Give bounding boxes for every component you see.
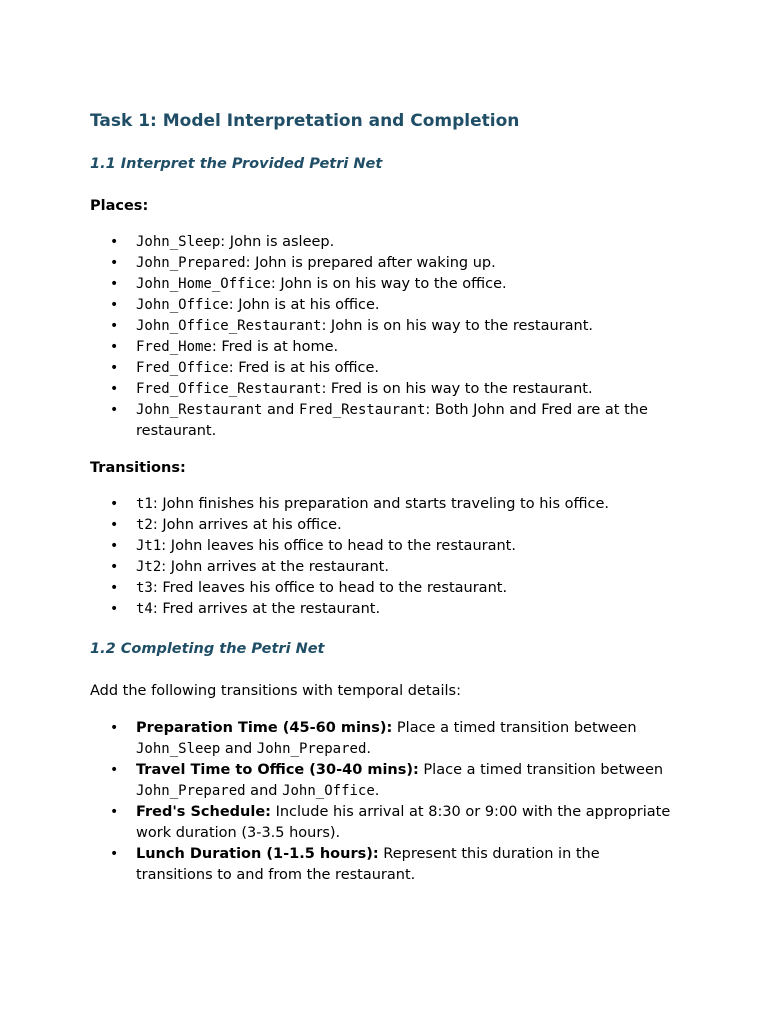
transitions-label: Transitions: bbox=[90, 460, 186, 476]
list-item bbox=[90, 253, 680, 274]
transition-description: : John finishes his preparation and starts traveling to his office. bbox=[152, 496, 610, 512]
list-item bbox=[90, 358, 680, 379]
list-item bbox=[90, 494, 680, 515]
places-list bbox=[90, 232, 680, 442]
place-code: John_Office bbox=[136, 297, 229, 313]
bullet-icon: • bbox=[110, 762, 119, 778]
item-text-end: . bbox=[366, 741, 371, 757]
place-description: : Fred is at home. bbox=[211, 339, 339, 355]
bullet-icon: • bbox=[110, 496, 119, 512]
document-page bbox=[90, 110, 680, 886]
bullet-icon: • bbox=[110, 846, 119, 862]
bullet-icon: • bbox=[110, 402, 119, 418]
bullet-icon: • bbox=[110, 381, 119, 397]
place-description: : John is at his office. bbox=[228, 297, 380, 313]
place-description: : John is asleep. bbox=[220, 234, 335, 250]
place-description: : Both John and Fred are at the restaurant. bbox=[136, 402, 648, 439]
transitions-list bbox=[90, 494, 680, 620]
list-item bbox=[90, 844, 680, 886]
bullet-icon: • bbox=[110, 720, 119, 736]
section-heading-completing: 1.2 Completing the Petri Net bbox=[90, 641, 325, 657]
bullet-icon: • bbox=[110, 559, 119, 575]
connector-text: and bbox=[220, 741, 257, 757]
place-code: John_Office_Restaurant bbox=[136, 318, 322, 334]
list-item bbox=[90, 400, 680, 442]
transition-description: : John leaves his office to head to the restaurant. bbox=[161, 538, 516, 554]
item-text: Represent this duration in the transitions to and from the restaurant. bbox=[136, 846, 600, 883]
place-code: Fred_Home bbox=[136, 339, 212, 355]
bullet-icon: • bbox=[110, 804, 119, 820]
list-item bbox=[90, 536, 680, 557]
transition-description: : John arrives at his office. bbox=[152, 517, 342, 533]
bullet-icon: • bbox=[110, 297, 119, 313]
place-description: : John is on his way to the office. bbox=[270, 276, 507, 292]
place-description: : John is prepared after waking up. bbox=[245, 255, 496, 271]
item-heading: Travel Time to Office (30-40 mins): bbox=[136, 762, 419, 778]
bullet-icon: • bbox=[110, 580, 119, 596]
bullet-icon: • bbox=[110, 339, 119, 355]
item-text-end: . bbox=[374, 783, 380, 799]
list-item bbox=[90, 274, 680, 295]
item-text: Include his arrival at 8:30 or 9:00 with the appropriate work duration (3-3.5 hours). bbox=[136, 804, 671, 841]
place-code: John_Prepared bbox=[136, 783, 246, 799]
list-item bbox=[90, 557, 680, 578]
bullet-icon: • bbox=[110, 360, 119, 376]
item-heading: Fred's Schedule: bbox=[136, 804, 271, 820]
section-intro: Add the following transitions with temporal details: bbox=[90, 683, 461, 699]
transition-code: t2 bbox=[136, 517, 153, 533]
transition-code: t3 bbox=[136, 580, 153, 596]
item-heading: Lunch Duration (1-1.5 hours): bbox=[136, 846, 379, 862]
transition-description: : John arrives at the restaurant. bbox=[161, 559, 389, 575]
list-item bbox=[90, 295, 680, 316]
temporal-details-list bbox=[90, 718, 680, 886]
connector-text: and bbox=[262, 402, 299, 418]
place-code: Fred_Office_Restaurant bbox=[136, 381, 322, 397]
place-code: John_Prepared bbox=[136, 255, 246, 271]
list-item bbox=[90, 599, 680, 620]
bullet-icon: • bbox=[110, 234, 119, 250]
place-code: John_Sleep bbox=[136, 234, 221, 250]
place-description: : Fred is on his way to the restaurant. bbox=[321, 381, 593, 397]
list-item bbox=[90, 337, 680, 358]
place-code: John_Sleep bbox=[136, 741, 221, 757]
list-item bbox=[90, 232, 680, 253]
list-item bbox=[90, 379, 680, 400]
transition-description: : Fred arrives at the restaurant. bbox=[152, 601, 381, 617]
places-label: Places: bbox=[90, 198, 149, 214]
place-code: John_Office bbox=[282, 783, 375, 799]
place-code: Fred_Restaurant bbox=[298, 402, 426, 418]
place-code: John_Prepared bbox=[256, 741, 367, 757]
item-text: Place a timed transition between bbox=[392, 720, 637, 736]
transition-code: t1 bbox=[136, 496, 153, 512]
item-text: Place a timed transition between bbox=[418, 762, 664, 778]
place-description: : Fred is at his office. bbox=[228, 360, 380, 376]
document-title: Task 1: Model Interpretation and Completion bbox=[90, 111, 520, 131]
place-code: Fred_Office bbox=[136, 360, 229, 376]
bullet-icon: • bbox=[110, 318, 119, 334]
bullet-icon: • bbox=[110, 517, 119, 533]
list-item bbox=[90, 515, 680, 536]
transition-code: t4 bbox=[136, 601, 153, 617]
transition-code: Jt1 bbox=[136, 538, 162, 554]
list-item bbox=[90, 760, 680, 802]
list-item bbox=[90, 578, 680, 599]
bullet-icon: • bbox=[110, 538, 119, 554]
section-heading-interpret: 1.1 Interpret the Provided Petri Net bbox=[90, 156, 383, 172]
place-code: John_Home_Office bbox=[136, 276, 271, 292]
list-item bbox=[90, 802, 680, 844]
bullet-icon: • bbox=[110, 601, 119, 617]
bullet-icon: • bbox=[110, 276, 119, 292]
list-item bbox=[90, 316, 680, 337]
connector-text: and bbox=[245, 783, 283, 799]
list-item bbox=[90, 718, 680, 760]
transition-description: : Fred leaves his office to head to the restaurant. bbox=[152, 580, 508, 596]
transition-code: Jt2 bbox=[136, 559, 162, 575]
place-description: : John is on his way to the restaurant. bbox=[321, 318, 594, 334]
place-code: John_Restaurant bbox=[136, 402, 263, 418]
item-heading: Preparation Time (45-60 mins): bbox=[136, 720, 393, 736]
bullet-icon: • bbox=[110, 255, 119, 271]
